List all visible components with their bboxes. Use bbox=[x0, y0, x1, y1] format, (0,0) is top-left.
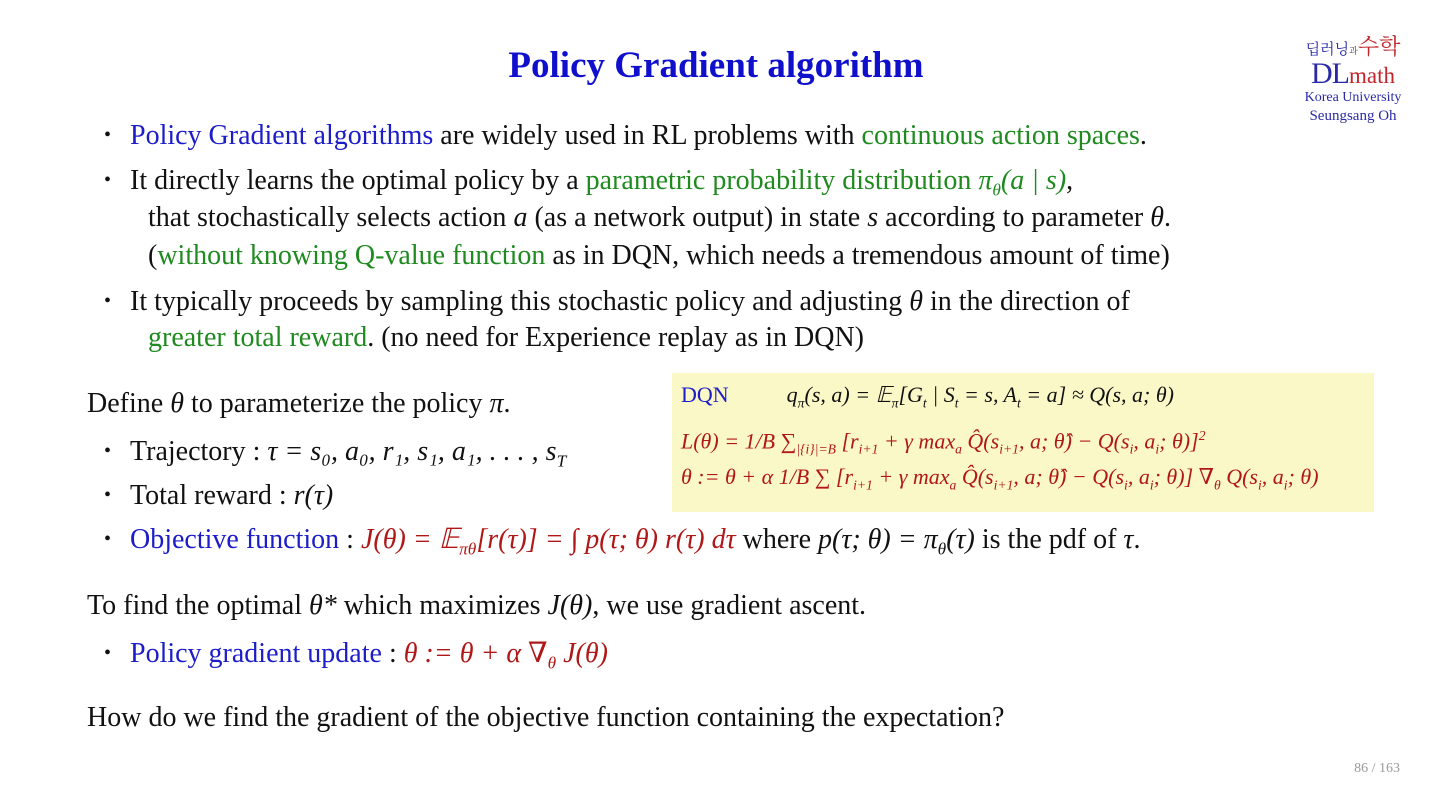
dqn-loss-row: L(θ) = 1/B $\sum_{|\{i\}|=B}$ [$r_{i+1} + \gamma$ $\max_a$ $Q̂(s_{i+1}$, a; θ̂) − $Q(s_i$, $a_i$; θ)]$^2$ bbox=[681, 428, 1206, 457]
reward-math: r(τ) bbox=[293, 480, 334, 511]
bullet-3-green: greater total reward bbox=[148, 322, 368, 353]
gradient-ascent-line: To find the optimal θ* which maximizes J(θ), we use gradient ascent. bbox=[87, 590, 867, 621]
objective-pdf: p(τ; $\theta) = \pi_\theta(\tau)$ bbox=[818, 524, 975, 559]
dqn-label: DQN bbox=[681, 382, 729, 407]
bullet-2-green: parametric probability distribution bbox=[585, 165, 979, 196]
logo-university: Korea University bbox=[1304, 90, 1402, 105]
logo-dl: DL bbox=[1311, 57, 1349, 90]
dlmath-logo bbox=[1298, 30, 1408, 125]
bullet-1-term: Policy Gradient algorithms bbox=[130, 120, 434, 151]
bullet-2-end: , bbox=[1066, 165, 1074, 196]
dqn-formula-box bbox=[672, 373, 1374, 512]
bullet-1-text: are widely used in RL problems with bbox=[433, 120, 862, 151]
logo-math: math bbox=[1349, 63, 1395, 88]
bullet-dot: • bbox=[104, 169, 112, 191]
bullet-2-line-3-green: without knowing Q-value function bbox=[157, 240, 546, 271]
trajectory-math: τ = s₀, a₀, r₁, s₁, a₁, . . . , $s_T$ bbox=[267, 436, 567, 471]
bullet-2-line-3: (without knowing Q-value function as in DQN, which needs a tremendous amount of time) bbox=[148, 240, 1170, 271]
bullet-2-text: It directly learns the optimal policy by a bbox=[130, 165, 586, 196]
objective-label: Objective function bbox=[130, 524, 340, 555]
define-line: Define θ to parameterize the policy π. bbox=[87, 388, 511, 419]
slide-title: Policy Gradient algorithm bbox=[508, 45, 924, 86]
logo-korean-right: 수학 bbox=[1357, 35, 1401, 60]
bullet-dot: • bbox=[104, 642, 112, 664]
objective-bullet: • Objective function : J(θ) = 𝔼$_{\pi\theta}$[r(τ)] = ∫ p(τ; θ) r(τ) dτ where p(τ; $\theta) = \pi_\theta(\tau)$ is the pdf of τ. bbox=[104, 524, 1141, 559]
bullet-2-math: $\pi_\theta(a$ | s) bbox=[978, 165, 1067, 200]
bullet-1-green: continuous action spaces bbox=[861, 120, 1140, 151]
bullet-1-end: . bbox=[1139, 120, 1147, 151]
logo-dlmath bbox=[1298, 57, 1408, 90]
trajectory-bullet bbox=[104, 434, 566, 479]
logo-korean-gwa: 과 bbox=[1349, 47, 1358, 57]
reward-bullet bbox=[104, 478, 333, 513]
policy-update-label: Policy gradient update bbox=[130, 638, 382, 669]
logo-author: Seungsang Oh bbox=[1309, 108, 1397, 124]
reward-label: Total reward : bbox=[130, 480, 294, 511]
bullet-dot: • bbox=[104, 290, 112, 312]
bullet-2-line-2: that stochastically selects action a (as a network output) in state s according to parameter θ. bbox=[148, 202, 1172, 233]
objective-math: J(θ) = 𝔼$_{\pi\theta}$[r(τ)] = ∫ p(τ; θ) r(τ) dτ bbox=[360, 524, 736, 559]
dqn-q-equation: $q_\pi(s$, $a) = 𝔼_\pi[G_t$ | $S_t = s$, $A_t = a] \approx Q(s$, a; θ) bbox=[786, 382, 1175, 411]
bullet-dot: • bbox=[104, 440, 112, 462]
trajectory-label: Trajectory : bbox=[130, 436, 268, 467]
dqn-update-row: θ := θ + α 1/B ∑ [$r_{i+1} + \gamma$ $\max_a$ $Q̂(s_{i+1}$, a; θ̂) − $Q(s_i$, $a_i$; θ)] $\nabla_\theta$ $Q(s_i$, $a_i$; θ) bbox=[681, 464, 1319, 493]
bullet-dot: • bbox=[104, 484, 112, 506]
bullet-3: • It typically proceeds by sampling this stochastic policy and adjusting θ in the direction of bbox=[104, 286, 1130, 317]
closing-question: How do we find the gradient of the objective function containing the expectation? bbox=[87, 702, 1005, 733]
bullet-1 bbox=[104, 118, 1147, 153]
bullet-dot: • bbox=[104, 124, 112, 146]
policy-update-bullet: • Policy gradient update : θ := θ + α $\nabla_\theta$ J(θ) bbox=[104, 638, 608, 673]
logo-korean-left: 딥러닝 bbox=[1305, 40, 1350, 58]
bullet-3-line-2: greater total reward. (no need for Experience replay as in DQN) bbox=[148, 322, 864, 353]
bullet-dot: • bbox=[104, 528, 112, 550]
dqn-row-1 bbox=[681, 382, 1174, 416]
policy-update-math: θ := θ + α $\nabla_\theta$ J(θ) bbox=[403, 638, 608, 673]
page-number: 86 / 163 bbox=[1354, 761, 1400, 776]
